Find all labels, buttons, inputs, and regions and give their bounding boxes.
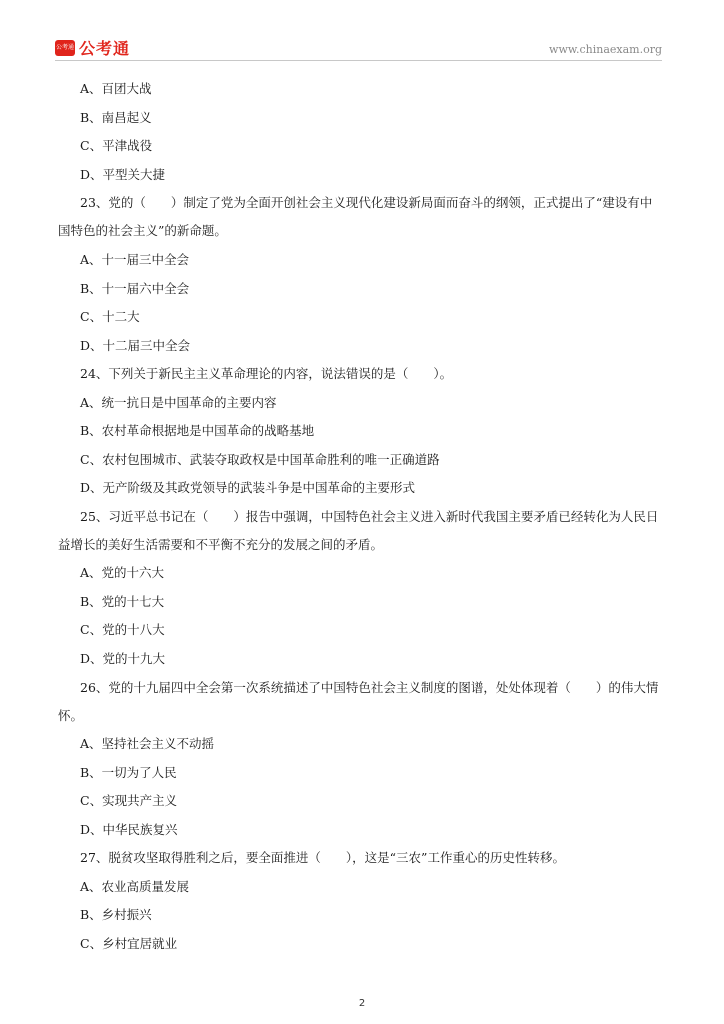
option-line: A、百团大战 <box>80 81 152 96</box>
option-line: A、党的十六大 <box>80 565 165 580</box>
option-line: C、农村包围城市、武装夺取政权是中国革命胜利的唯一正确道路 <box>80 452 440 467</box>
question-23-continued: 国特色的社会主义”的新命题。 <box>58 223 227 238</box>
option-line: B、乡村振兴 <box>80 907 152 922</box>
question-27: 27、脱贫攻坚取得胜利之后，要全面推进（ ），这是“三农”工作重心的历史性转移。 <box>80 850 565 865</box>
option-line: B、农村革命根据地是中国革命的战略基地 <box>80 423 315 438</box>
option-line: C、十二大 <box>80 309 140 324</box>
option-line: D、党的十九大 <box>80 651 166 666</box>
question-26: 26、党的十九届四中全会第一次系统描述了中国特色社会主义制度的图谱，处处体现着（ ）的伟大情 <box>80 680 659 695</box>
logo-badge-icon: 公考通 <box>55 40 75 56</box>
option-line: A、坚持社会主义不动摇 <box>80 736 215 751</box>
option-line: D、无产阶级及其政党领导的武装斗争是中国革命的主要形式 <box>80 480 416 495</box>
logo-text: 公考通 <box>79 39 131 58</box>
page-header <box>55 34 662 61</box>
question-25: 25、习近平总书记在（ ）报告中强调，中国特色社会主义进入新时代我国主要矛盾已经转化为人民日 <box>80 509 659 524</box>
option-line: D、十二届三中全会 <box>80 338 191 353</box>
option-line: A、农业高质量发展 <box>80 879 190 894</box>
option-line: D、中华民族复兴 <box>80 822 178 837</box>
logo <box>55 36 130 59</box>
option-line: C、党的十八大 <box>80 622 165 637</box>
option-line: A、统一抗日是中国革命的主要内容 <box>80 395 277 410</box>
option-line: B、党的十七大 <box>80 594 165 609</box>
question-24: 24、下列关于新民主主义革命理论的内容，说法错误的是（ ）。 <box>80 366 453 381</box>
option-line: A、十一届三中全会 <box>80 252 190 267</box>
question-26-continued: 怀。 <box>58 708 84 723</box>
option-line: B、南昌起义 <box>80 110 152 125</box>
option-line: C、乡村宜居就业 <box>80 936 178 951</box>
option-line: B、一切为了人民 <box>80 765 177 780</box>
option-line: C、实现共产主义 <box>80 793 178 808</box>
option-line: C、平津战役 <box>80 138 153 153</box>
question-25-continued: 益增长的美好生活需要和不平衡不充分的发展之间的矛盾。 <box>58 537 384 552</box>
option-line: D、平型关大捷 <box>80 167 166 182</box>
option-line: B、十一届六中全会 <box>80 281 190 296</box>
question-23: 23、党的（ ）制定了党为全面开创社会主义现代化建设新局面而奋斗的纲领，正式提出了“建设有中 <box>80 195 653 210</box>
site-url: www.chinaexam.org <box>549 43 662 56</box>
page-number: 2 <box>358 998 366 1009</box>
